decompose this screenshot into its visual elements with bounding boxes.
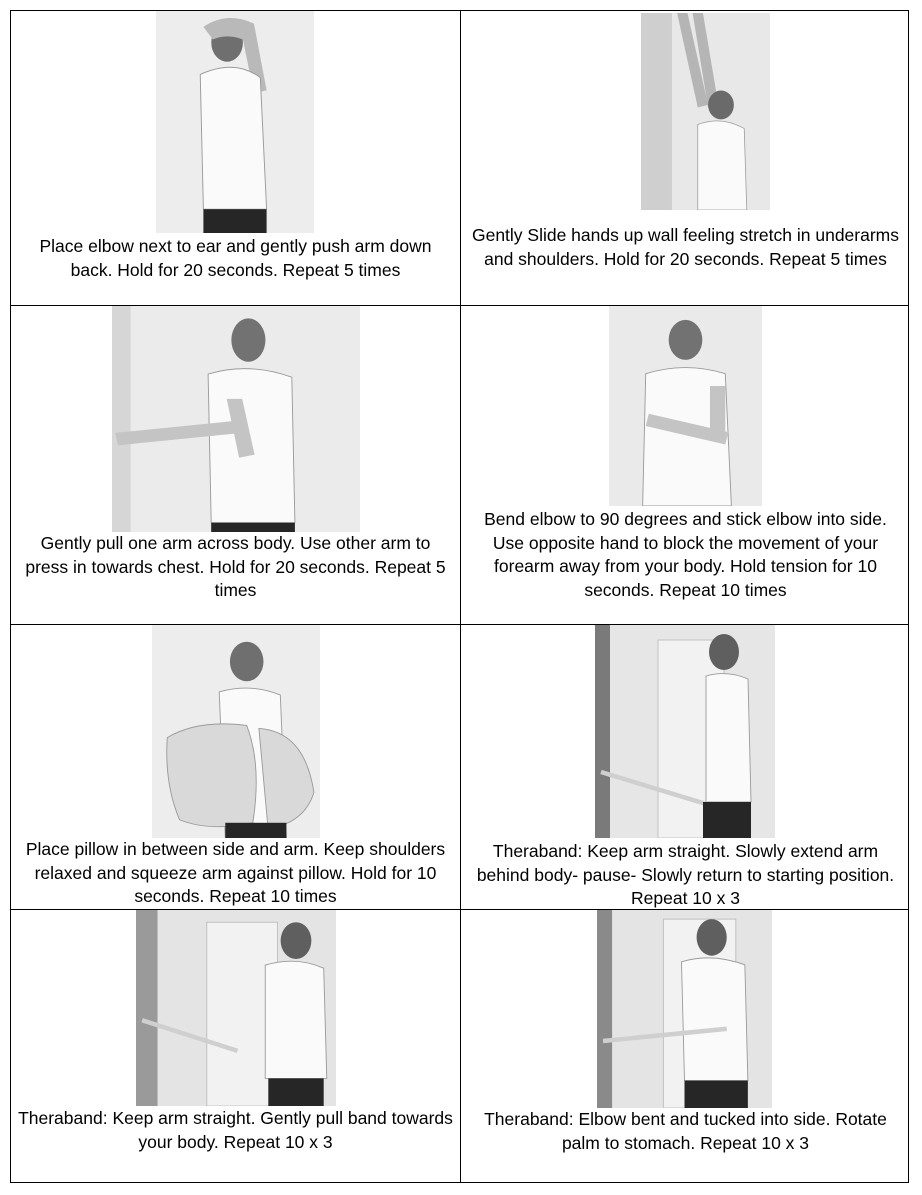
exercise-photo	[136, 910, 336, 1106]
exercise-caption: Theraband: Keep arm straight. Slowly extend arm behind body- pause- Slowly return to starting position. Repeat 10 x 3	[476, 841, 895, 908]
exercise-photo	[597, 910, 772, 1108]
exercise-caption: Place elbow next to ear and gently push arm down back. Hold for 20 seconds. Repeat 5 times	[39, 236, 432, 280]
exercise-caption: Bend elbow to 90 degrees and stick elbow into side. Use opposite hand to block the movement of your forearm away from your body. Hold tension for 10 seconds. Repeat 10 times	[484, 509, 887, 600]
exercise-photo	[609, 306, 762, 506]
exercise-caption: Theraband: Elbow bent and tucked into side. Rotate palm to stomach. Repeat 10 x 3	[484, 1109, 887, 1153]
exercise-cell	[11, 910, 460, 1184]
exercise-cell	[461, 306, 910, 624]
exercise-caption: Gently Slide hands up wall feeling stretch in underarms and shoulders. Hold for 20 seconds. Repeat 5 times	[471, 225, 900, 269]
exercise-cell	[461, 11, 910, 305]
exercise-cell	[11, 625, 460, 909]
exercise-caption: Theraband: Keep arm straight. Gently pull band towards your body. Repeat 10 x 3	[18, 1108, 453, 1152]
exercise-caption: Place pillow in between side and arm. Keep shoulders relaxed and squeeze arm against pillow. Hold for 10 seconds. Repeat 10 times	[25, 839, 446, 906]
exercise-photo	[641, 13, 770, 210]
exercise-photo	[156, 11, 314, 233]
exercise-photo	[152, 625, 320, 838]
exercise-table	[10, 10, 909, 1183]
exercise-photo	[595, 625, 775, 838]
exercise-cell	[11, 306, 460, 624]
exercise-cell	[461, 625, 910, 909]
exercise-cell	[461, 910, 910, 1184]
exercise-photo	[112, 306, 360, 532]
exercise-caption: Gently pull one arm across body. Use other arm to press in towards chest. Hold for 20 seconds. Repeat 5 times	[25, 533, 446, 600]
exercise-cell	[11, 11, 460, 305]
